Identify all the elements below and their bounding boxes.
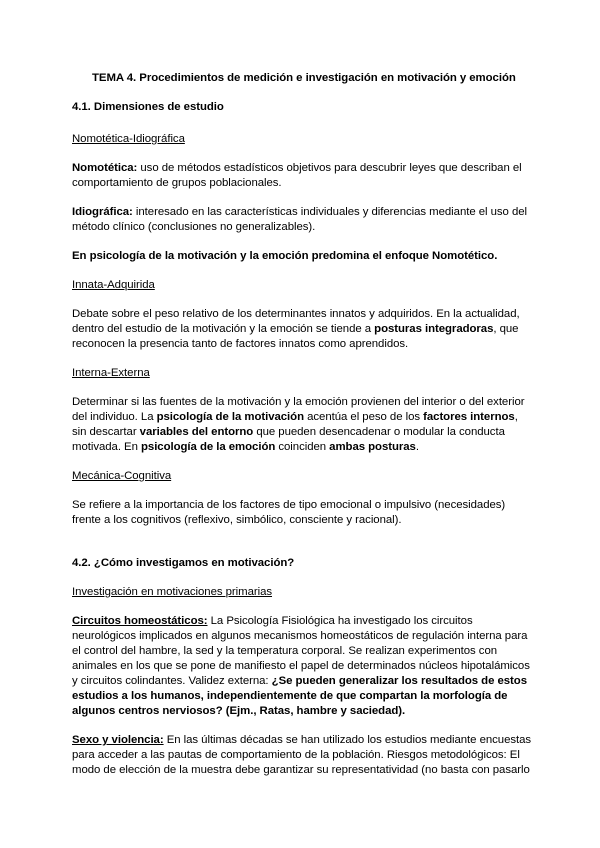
- text-span: La Psicología Fisiológica ha investigado los circuitos: [207, 615, 473, 627]
- paragraph-line: reconocen la presencia tanto de factores innatos como aprendidos.: [72, 338, 409, 350]
- subheading-motivaciones-primarias: Investigación en motivaciones primarias: [72, 586, 273, 598]
- subheading-interna-externa: Interna-Externa: [72, 367, 150, 379]
- bold-span: ambas posturas: [329, 441, 416, 453]
- text-span: del individuo. La: [72, 411, 157, 423]
- bold-span: factores internos: [423, 411, 515, 423]
- paragraph-line: estudios a los humanos, independientemente de que compartan la morfología de: [72, 690, 508, 702]
- section-heading-4-2: 4.2. ¿Cómo investigamos en motivación?: [72, 557, 295, 569]
- text-span: interesado en las características individuales y diferencias mediante el uso del: [132, 206, 528, 218]
- text-span: .: [415, 441, 419, 453]
- conclusion-nomotetico: En psicología de la motivación y la emoción predomina el enfoque Nomotético.: [72, 250, 498, 262]
- text-span: y circuitos colindantes. Validez externa:: [72, 675, 272, 687]
- subheading-mecanica-cognitiva: Mecánica-Cognitiva: [72, 470, 172, 482]
- text-span: que pueden desencadenar o modular la conducta: [253, 426, 505, 438]
- paragraph-line: para acceder a las pautas de comportamiento de la población. Riesgos metodológicos: El: [72, 749, 520, 761]
- paragraph-line: frente a los cognitivos (reflexivo, simbólico, consciente y racional).: [72, 514, 402, 526]
- paragraph-line: Se refiere a la importancia de los factores de tipo emocional o impulsivo (necesidades): [72, 499, 506, 511]
- section-heading-4-1: 4.1. Dimensiones de estudio: [72, 101, 224, 113]
- term-sexo-violencia: Sexo y violencia:: [72, 734, 164, 746]
- text-span: dentro del estudio de la motivación y la emoción se tiende a: [72, 323, 375, 335]
- text-span: acentúa el peso de los: [304, 411, 424, 423]
- text-span: coinciden: [275, 441, 330, 453]
- document-title: TEMA 4. Procedimientos de medición e investigación en motivación y emoción: [92, 72, 516, 84]
- term-idiografica: Idiográfica:: [72, 206, 133, 218]
- term-nomotetica: Nomotética:: [72, 162, 138, 174]
- paragraph-line: algunos centros nerviosos? (Ejm., Ratas, hambre y saciedad).: [72, 705, 406, 717]
- paragraph-line: Debate sobre el peso relativo de los determinantes innatos y adquiridos. En la actualidad,: [72, 308, 520, 320]
- text-span: motivada. En: [72, 441, 141, 453]
- text-span: En las últimas décadas se han utilizado los estudios mediante encuestas: [163, 734, 532, 746]
- paragraph-line: Determinar si las fuentes de la motivación y la emoción provienen del interior o del exterior: [72, 396, 525, 408]
- subheading-innata-adquirida: Innata-Adquirida: [72, 279, 155, 291]
- text-span: ,: [514, 411, 518, 423]
- paragraph-line: animales en los que se pone de manifiesto el papel de determinados núcleos hipotalámicos: [72, 660, 530, 672]
- paragraph-line: neurológicos implicados en algunos mecanismos homeostáticos de regulación interna para: [72, 630, 528, 642]
- bold-span: posturas integradoras: [374, 323, 494, 335]
- text-span: sin descartar: [72, 426, 140, 438]
- paragraph-line: comportamiento de grupos poblacionales.: [72, 177, 282, 189]
- bold-span: variables del entorno: [139, 426, 254, 438]
- paragraph-line: modo de elección de la muestra debe garantizar su representatividad (no basta con pasarlo: [72, 764, 530, 776]
- text-span: uso de métodos estadísticos objetivos para descubrir leyes que describan el: [137, 162, 522, 174]
- text-span: , que: [493, 323, 519, 335]
- term-circuitos-homeostaticos: Circuitos homeostáticos:: [72, 615, 208, 627]
- subheading-nomotetica-idiografica: Nomotética-Idiográfica: [72, 133, 185, 145]
- paragraph-line: el control del hambre, la sed y la temperatura corporal. Se realizan experimentos con: [72, 645, 498, 657]
- bold-span: psicología de la emoción: [141, 441, 276, 453]
- paragraph-line: método clínico (conclusiones no generalizables).: [72, 221, 316, 233]
- paragraph-line: [72, 439, 419, 456]
- bold-span: psicología de la motivación: [156, 411, 304, 423]
- bold-span: ¿Se pueden generalizar los resultados de estos: [271, 675, 527, 687]
